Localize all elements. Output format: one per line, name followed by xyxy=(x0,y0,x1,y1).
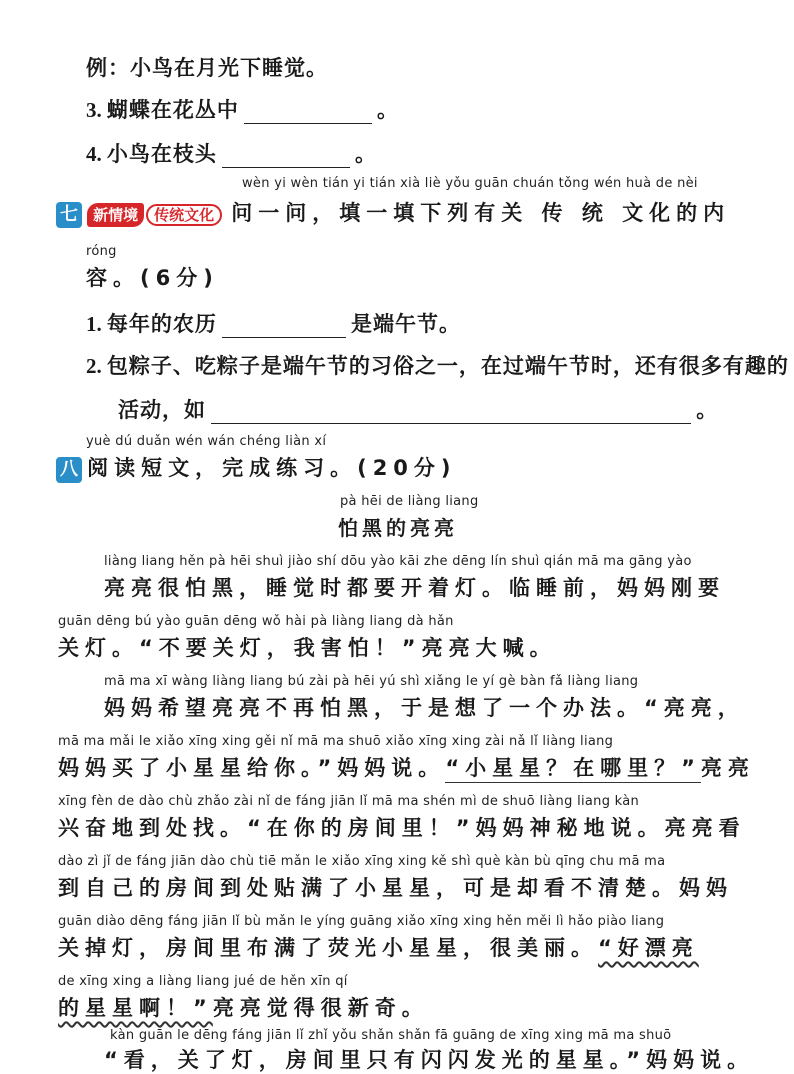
wavy-underlined-sentence: 的星星啊！” xyxy=(58,996,213,1020)
text-segment: 亮亮觉得很新奇。 xyxy=(212,996,429,1020)
question-3 xyxy=(86,94,399,124)
story-pinyin-line-1: liàng liang hěn pà hēi shuì jiào shí dōu yào kāi zhe dēng lín shuì qián mā ma gāng yào xyxy=(104,554,692,569)
question-number: 3. xyxy=(86,98,102,122)
question-text: 包粽子、吃粽子是端午节的习俗之一，在过端午节时，还有很多有趣的 xyxy=(106,354,789,378)
section-8-title: 阅读短文，完成练习。(20分) xyxy=(87,456,457,480)
story-pinyin-line-9: kàn guān le dēng fáng jiān lǐ zhǐ yǒu shǎn shǎn fā guāng de xīng xing mā ma shuō xyxy=(110,1028,672,1043)
text-segment: 关掉灯，房间里布满了荧光小星星，很美丽。 xyxy=(58,936,598,960)
section-number-badge: 七 xyxy=(56,202,82,228)
section-7-title: 问一问，填一填下列有关 传 统 文化的内 xyxy=(231,201,731,225)
section-7-title-cont: 容。(6分) xyxy=(86,266,219,290)
section-8-header xyxy=(56,452,457,483)
story-pinyin-line-8: de xīng xing a liàng liang jué de hěn xīn qí xyxy=(58,974,348,989)
answer-blank[interactable] xyxy=(244,103,372,124)
traditional-culture-tag: 传统文化 xyxy=(146,204,222,226)
story-pinyin-line-7: guān diào dēng fáng jiān lǐ bù mǎn le yíng guāng xiǎo xīng xing hěn měi lì hǎo piào liang xyxy=(58,914,665,929)
text-segment: 亮亮 xyxy=(700,756,755,780)
text-segment: 妈妈买了小星星给你。”妈妈说。 xyxy=(58,756,446,780)
story-text-line-4 xyxy=(58,752,755,782)
question-number: 4. xyxy=(86,142,102,166)
story-title-pinyin: pà hēi de liàng liang xyxy=(340,494,479,509)
section-number-badge: 八 xyxy=(56,457,82,483)
answer-blank[interactable] xyxy=(222,317,346,338)
story-text-line-7 xyxy=(58,932,699,962)
section-7-pinyin-2: róng xyxy=(86,244,117,259)
story-text-line-3: 妈妈希望亮亮不再怕黑，于是想了一个办法。“亮亮， xyxy=(104,696,745,720)
wavy-underlined-sentence: “好漂亮 xyxy=(598,936,699,960)
section-8-pinyin: yuè dú duǎn wén wán chéng liàn xí xyxy=(86,434,327,449)
question-number: 2. xyxy=(86,354,102,378)
story-title: 怕黑的亮亮 xyxy=(338,516,458,540)
question-4 xyxy=(86,138,377,168)
underlined-sentence: “小星星？在哪里？” xyxy=(445,756,701,783)
story-text-line-6: 到自己的房间到处贴满了小星星，可是却看不清楚。妈妈 xyxy=(58,876,733,900)
period: 。 xyxy=(377,98,400,122)
period: 。 xyxy=(696,398,719,422)
story-text-line-5: 兴奋地到处找。“在你的房间里！”妈妈神秘地说。亮亮看 xyxy=(58,816,746,840)
example-sentence: 例：小鸟在月光下睡觉。 xyxy=(86,56,328,80)
section-7-question-2 xyxy=(86,350,789,380)
answer-blank[interactable] xyxy=(222,147,350,168)
story-text-line-9: “看，关了灯，房间里只有闪闪发光的星星。”妈妈说。 xyxy=(104,1048,755,1072)
period: 。 xyxy=(355,142,378,166)
question-text: 每年的农历 xyxy=(106,312,217,336)
section-7-question-2-line2 xyxy=(118,394,718,424)
story-pinyin-line-6: dào zì jǐ de fáng jiān dào chù tiē mǎn le xiǎo xīng xing kě shì què kàn bù qīng chu mā ma xyxy=(58,854,666,869)
question-text: 活动，如 xyxy=(118,398,206,422)
story-text-line-2: 关灯。“不要关灯，我害怕！”亮亮大喊。 xyxy=(58,636,557,660)
question-number: 1. xyxy=(86,312,102,336)
story-pinyin-line-4: mā ma mǎi le xiǎo xīng xing gěi nǐ mā ma shuō xiǎo xīng xing zài nǎ lǐ liàng liang xyxy=(58,734,614,749)
question-text-end: 是端午节。 xyxy=(351,312,462,336)
section-7-pinyin: wèn yi wèn tián yi tián xià liè yǒu guān chuán tǒng wén huà de nèi xyxy=(242,176,698,191)
new-context-tag: 新情境 xyxy=(87,203,144,227)
story-text-line-1: 亮亮很怕黑，睡觉时都要开着灯。临睡前，妈妈刚要 xyxy=(104,576,725,600)
answer-blank-long[interactable] xyxy=(211,403,691,424)
question-text: 小鸟在枝头 xyxy=(106,142,217,166)
story-pinyin-line-2: guān dēng bú yào guān dēng wǒ hài pà liàng liang dà hǎn xyxy=(58,614,454,629)
story-text-line-8 xyxy=(58,992,429,1022)
section-7-question-1 xyxy=(86,308,461,338)
question-text: 蝴蝶在花丛中 xyxy=(106,98,239,122)
story-pinyin-line-3: mā ma xī wàng liàng liang bú zài pà hēi yú shì xiǎng le yí gè bàn fǎ liàng liang xyxy=(104,674,639,689)
section-7-header xyxy=(56,197,730,228)
story-pinyin-line-5: xīng fèn de dào chù zhǎo zài nǐ de fáng jiān lǐ mā ma shén mì de shuō liàng liang kàn xyxy=(58,794,640,809)
